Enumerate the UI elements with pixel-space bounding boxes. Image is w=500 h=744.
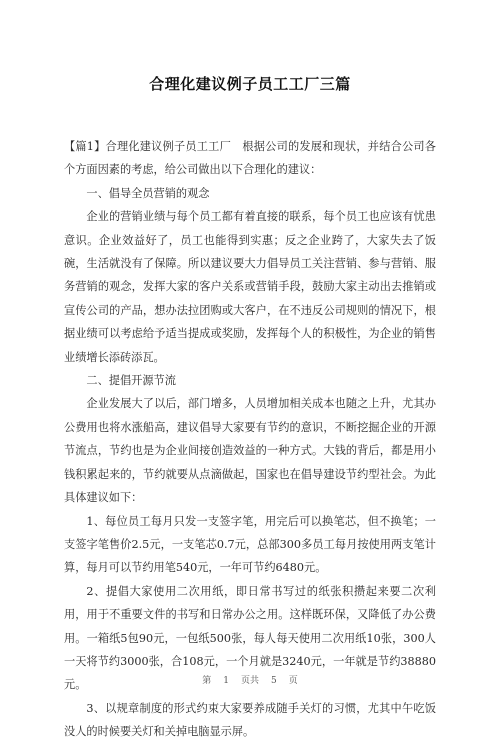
page-footer: [0, 673, 500, 686]
document-body: [64, 135, 436, 744]
intro-paragraph: 【篇1】合理化建议例子员工工厂 根据公司的发展和现状，并结合公司各个方面因素的考虑，给公司做出以下合理化的建议：: [64, 140, 436, 177]
list-item-1: 1、每位员工每月只发一支签字笔，用完后可以换笔芯，但不换笔；一支签字笔售价2.5元，一支笔芯0.7元，总部300多员工每月按使用两支笔计算，每月可以节约用笔540元，一年可节约6480元。: [64, 514, 436, 575]
list-item-2: 2、提倡大家使用二次用纸，即日常书写过的纸张积攒起来要二次利用，用于不重要文件的书写和日常办公之用。这样既环保，又降低了办公费用。一箱纸5包90元，一包纸500张，每人每天使用二次用纸10张，300人一天将节约3000张，合108元，一个月就是3240元，一年就是节约38880元。: [64, 584, 436, 692]
page-label-prefix: 第: [202, 676, 212, 686]
document-title: 合理化建议例子员工工厂三篇: [149, 75, 351, 93]
body-paragraph: 企业的营销业绩与每个员工都有着直接的联系，每个员工也应该有忧患意识。企业效益好了，员工也能得到实惠；反之企业跨了，大家失去了饭碗，生活就没有了保障。所以建议要大力倡导员工关注营销、参与营销、服务营销的观念，发挥大家的客户关系或营销手段，鼓励大家主动出去推销或宣传公司的产品，想办法拉团购或大客户，在不违反公司规则的情况下，根据业绩可以考虑给予适当提成或奖励，发挥每个人的积极性，为企业的销售业绩增长添砖添瓦。: [64, 210, 436, 364]
total-pages-number: 5: [271, 676, 277, 686]
body-paragraph: 企业发展大了以后，部门增多，人员增加相关成本也随之上升，尤其办公费用也将水涨船高，建议倡导大家要有节约的意识，不断挖掘企业的开源节流点，节约也是为企业间接创造效益的一种方式。大钱的背后，都是用小钱积累起来的，节约就要从点滴做起，国家也在倡导建设节约型社会。为此具体建议如下：: [64, 397, 436, 505]
page-label-suffix: 页: [288, 676, 298, 686]
current-page-number: 1: [223, 676, 229, 686]
list-item-3: 3、以规章制度的形式约束大家要养成随手关灯的习惯，尤其中午吃饭没人的时候要关灯和关掉电脑显示屏。: [64, 701, 436, 739]
page-label-mid: 页共: [240, 676, 259, 686]
section-heading-1: 一、倡导全员营销的观念: [86, 186, 210, 200]
section-heading-2: 二、提倡开源节流: [86, 374, 176, 388]
